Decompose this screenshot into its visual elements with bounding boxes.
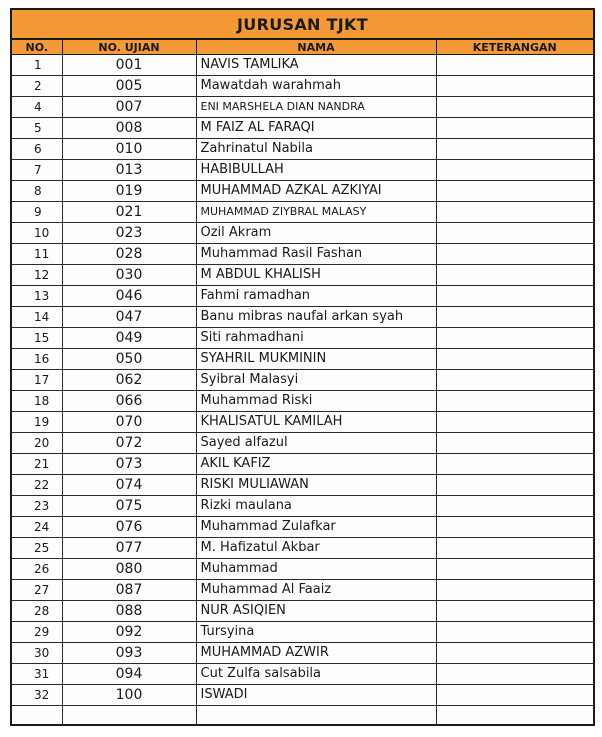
- cell-keterangan: [436, 349, 593, 370]
- cell-keterangan: [436, 622, 593, 643]
- cell-no: 1: [12, 55, 62, 76]
- cell-keterangan: [436, 496, 593, 517]
- cell-keterangan: [436, 223, 593, 244]
- table-row: [12, 202, 593, 223]
- cell-keterangan: [436, 139, 593, 160]
- cell-keterangan: [436, 685, 593, 706]
- cell-nama: MUHAMMAD ZIYBRAL MALASY: [196, 202, 436, 223]
- cell-no: 4: [12, 97, 62, 118]
- cell-no: 17: [12, 370, 62, 391]
- table-row: [12, 538, 593, 559]
- cell-keterangan: [436, 160, 593, 181]
- table-row: [12, 307, 593, 328]
- cell-no-ujian: 046: [62, 286, 196, 307]
- cell-no-ujian: 080: [62, 559, 196, 580]
- table-row: [12, 97, 593, 118]
- table-row: [12, 118, 593, 139]
- cell-nama: Muhammad Al Faaiz: [196, 580, 436, 601]
- cell-no-ujian: 094: [62, 664, 196, 685]
- cell-no-ujian: 050: [62, 349, 196, 370]
- cell-no: 26: [12, 559, 62, 580]
- table-row: [12, 223, 593, 244]
- cell-keterangan: [436, 664, 593, 685]
- cell-nama: HABIBULLAH: [196, 160, 436, 181]
- cell-keterangan: [436, 286, 593, 307]
- cell-no-ujian: 087: [62, 580, 196, 601]
- cell-nama: [196, 706, 436, 725]
- table-row: [12, 412, 593, 433]
- table-row: [12, 664, 593, 685]
- cell-keterangan: [436, 517, 593, 538]
- cell-no-ujian: 077: [62, 538, 196, 559]
- table-row: [12, 433, 593, 454]
- cell-nama: Muhammad Rasil Fashan: [196, 244, 436, 265]
- table-row: [12, 706, 593, 725]
- cell-no: 8: [12, 181, 62, 202]
- table-row: [12, 139, 593, 160]
- cell-nama: Sayed alfazul: [196, 433, 436, 454]
- cell-nama: Siti rahmadhani: [196, 328, 436, 349]
- cell-no: 19: [12, 412, 62, 433]
- cell-no-ujian: 073: [62, 454, 196, 475]
- cell-no-ujian: 001: [62, 55, 196, 76]
- table-row: [12, 685, 593, 706]
- header-no-ujian: NO. UJIAN: [62, 40, 196, 55]
- cell-no: 31: [12, 664, 62, 685]
- cell-no-ujian: 013: [62, 160, 196, 181]
- cell-no: 32: [12, 685, 62, 706]
- cell-nama: KHALISATUL KAMILAH: [196, 412, 436, 433]
- cell-nama: Ozil Akram: [196, 223, 436, 244]
- cell-no-ujian: 049: [62, 328, 196, 349]
- table-row: [12, 580, 593, 601]
- cell-nama: Banu mibras naufal arkan syah: [196, 307, 436, 328]
- cell-keterangan: [436, 643, 593, 664]
- table-row: [12, 286, 593, 307]
- cell-keterangan: [436, 244, 593, 265]
- cell-nama: Tursyina: [196, 622, 436, 643]
- cell-no: 28: [12, 601, 62, 622]
- cell-no: 23: [12, 496, 62, 517]
- cell-no-ujian: 062: [62, 370, 196, 391]
- table-row: [12, 328, 593, 349]
- cell-nama: RISKI MULIAWAN: [196, 475, 436, 496]
- table-row: [12, 76, 593, 97]
- table-row: [12, 265, 593, 286]
- cell-keterangan: [436, 412, 593, 433]
- cell-no-ujian: 019: [62, 181, 196, 202]
- cell-nama: Syibral Malasyi: [196, 370, 436, 391]
- cell-nama: M FAIZ AL FARAQI: [196, 118, 436, 139]
- cell-no-ujian: 007: [62, 97, 196, 118]
- cell-no: 25: [12, 538, 62, 559]
- cell-no-ujian: 023: [62, 223, 196, 244]
- cell-no: 12: [12, 265, 62, 286]
- cell-no: 30: [12, 643, 62, 664]
- cell-no-ujian: 030: [62, 265, 196, 286]
- cell-nama: Rizki maulana: [196, 496, 436, 517]
- table-row: [12, 55, 593, 76]
- cell-no: 6: [12, 139, 62, 160]
- table-row: [12, 601, 593, 622]
- table-row: [12, 496, 593, 517]
- table-row: [12, 622, 593, 643]
- cell-no: 11: [12, 244, 62, 265]
- cell-nama: Muhammad: [196, 559, 436, 580]
- table-row: [12, 244, 593, 265]
- cell-nama: Mawatdah warahmah: [196, 76, 436, 97]
- cell-no: 24: [12, 517, 62, 538]
- cell-nama: NAVIS TAMLIKA: [196, 55, 436, 76]
- cell-no: 27: [12, 580, 62, 601]
- cell-keterangan: [436, 559, 593, 580]
- table-row: [12, 517, 593, 538]
- cell-no-ujian: 010: [62, 139, 196, 160]
- cell-keterangan: [436, 433, 593, 454]
- sheet-title: JURUSAN TJKT: [12, 10, 593, 39]
- cell-nama: Muhammad Riski: [196, 391, 436, 412]
- cell-no-ujian: 093: [62, 643, 196, 664]
- table-row: [12, 643, 593, 664]
- table-row: [12, 370, 593, 391]
- table-row: [12, 559, 593, 580]
- cell-nama: ISWADI: [196, 685, 436, 706]
- cell-keterangan: [436, 454, 593, 475]
- cell-keterangan: [436, 181, 593, 202]
- cell-no: 9: [12, 202, 62, 223]
- cell-no: 13: [12, 286, 62, 307]
- cell-keterangan: [436, 328, 593, 349]
- cell-keterangan: [436, 76, 593, 97]
- cell-keterangan: [436, 97, 593, 118]
- cell-no-ujian: 066: [62, 391, 196, 412]
- header-no: NO.: [12, 40, 62, 55]
- table-row: [12, 181, 593, 202]
- cell-no: 14: [12, 307, 62, 328]
- cell-no-ujian: 070: [62, 412, 196, 433]
- cell-keterangan: [436, 601, 593, 622]
- cell-nama: AKIL KAFIZ: [196, 454, 436, 475]
- cell-nama: MUHAMMAD AZKAL AZKIYAI: [196, 181, 436, 202]
- cell-no: 5: [12, 118, 62, 139]
- cell-nama: ENI MARSHELA DIAN NANDRA: [196, 97, 436, 118]
- cell-no-ujian: 008: [62, 118, 196, 139]
- cell-no-ujian: 021: [62, 202, 196, 223]
- table-body: [12, 55, 593, 725]
- cell-no: 15: [12, 328, 62, 349]
- cell-keterangan: [436, 307, 593, 328]
- cell-keterangan: [436, 265, 593, 286]
- cell-no: 16: [12, 349, 62, 370]
- cell-no: 20: [12, 433, 62, 454]
- cell-no: 2: [12, 76, 62, 97]
- cell-no: 22: [12, 475, 62, 496]
- cell-no-ujian: 088: [62, 601, 196, 622]
- cell-nama: MUHAMMAD AZWIR: [196, 643, 436, 664]
- cell-no-ujian: 028: [62, 244, 196, 265]
- cell-keterangan: [436, 55, 593, 76]
- cell-keterangan: [436, 580, 593, 601]
- cell-nama: M. Hafizatul Akbar: [196, 538, 436, 559]
- cell-keterangan: [436, 475, 593, 496]
- header-keterangan: KETERANGAN: [436, 40, 593, 55]
- cell-no: 10: [12, 223, 62, 244]
- table-row: [12, 454, 593, 475]
- cell-no-ujian: 072: [62, 433, 196, 454]
- cell-no-ujian: 100: [62, 685, 196, 706]
- participant-sheet: [10, 8, 595, 726]
- cell-no-ujian: 047: [62, 307, 196, 328]
- cell-nama: M ABDUL KHALISH: [196, 265, 436, 286]
- cell-no-ujian: 076: [62, 517, 196, 538]
- header-nama: NAMA: [196, 40, 436, 55]
- cell-no-ujian: 075: [62, 496, 196, 517]
- cell-keterangan: [436, 118, 593, 139]
- cell-nama: NUR ASIQIEN: [196, 601, 436, 622]
- cell-no: 29: [12, 622, 62, 643]
- cell-keterangan: [436, 538, 593, 559]
- table-row: [12, 391, 593, 412]
- table-row: [12, 475, 593, 496]
- cell-nama: Fahmi ramadhan: [196, 286, 436, 307]
- cell-nama: Muhammad Zulafkar: [196, 517, 436, 538]
- cell-no: 7: [12, 160, 62, 181]
- cell-keterangan: [436, 391, 593, 412]
- cell-keterangan: [436, 202, 593, 223]
- cell-no-ujian: 005: [62, 76, 196, 97]
- cell-no: [12, 706, 62, 725]
- cell-no: 18: [12, 391, 62, 412]
- table-header: [12, 40, 593, 55]
- participant-table: [12, 39, 593, 724]
- table-row: [12, 349, 593, 370]
- cell-no: 21: [12, 454, 62, 475]
- cell-no-ujian: 074: [62, 475, 196, 496]
- cell-nama: Cut Zulfa salsabila: [196, 664, 436, 685]
- cell-keterangan: [436, 370, 593, 391]
- cell-keterangan: [436, 706, 593, 725]
- cell-nama: SYAHRIL MUKMININ: [196, 349, 436, 370]
- cell-no-ujian: [62, 706, 196, 725]
- cell-nama: Zahrinatul Nabila: [196, 139, 436, 160]
- cell-no-ujian: 092: [62, 622, 196, 643]
- table-row: [12, 160, 593, 181]
